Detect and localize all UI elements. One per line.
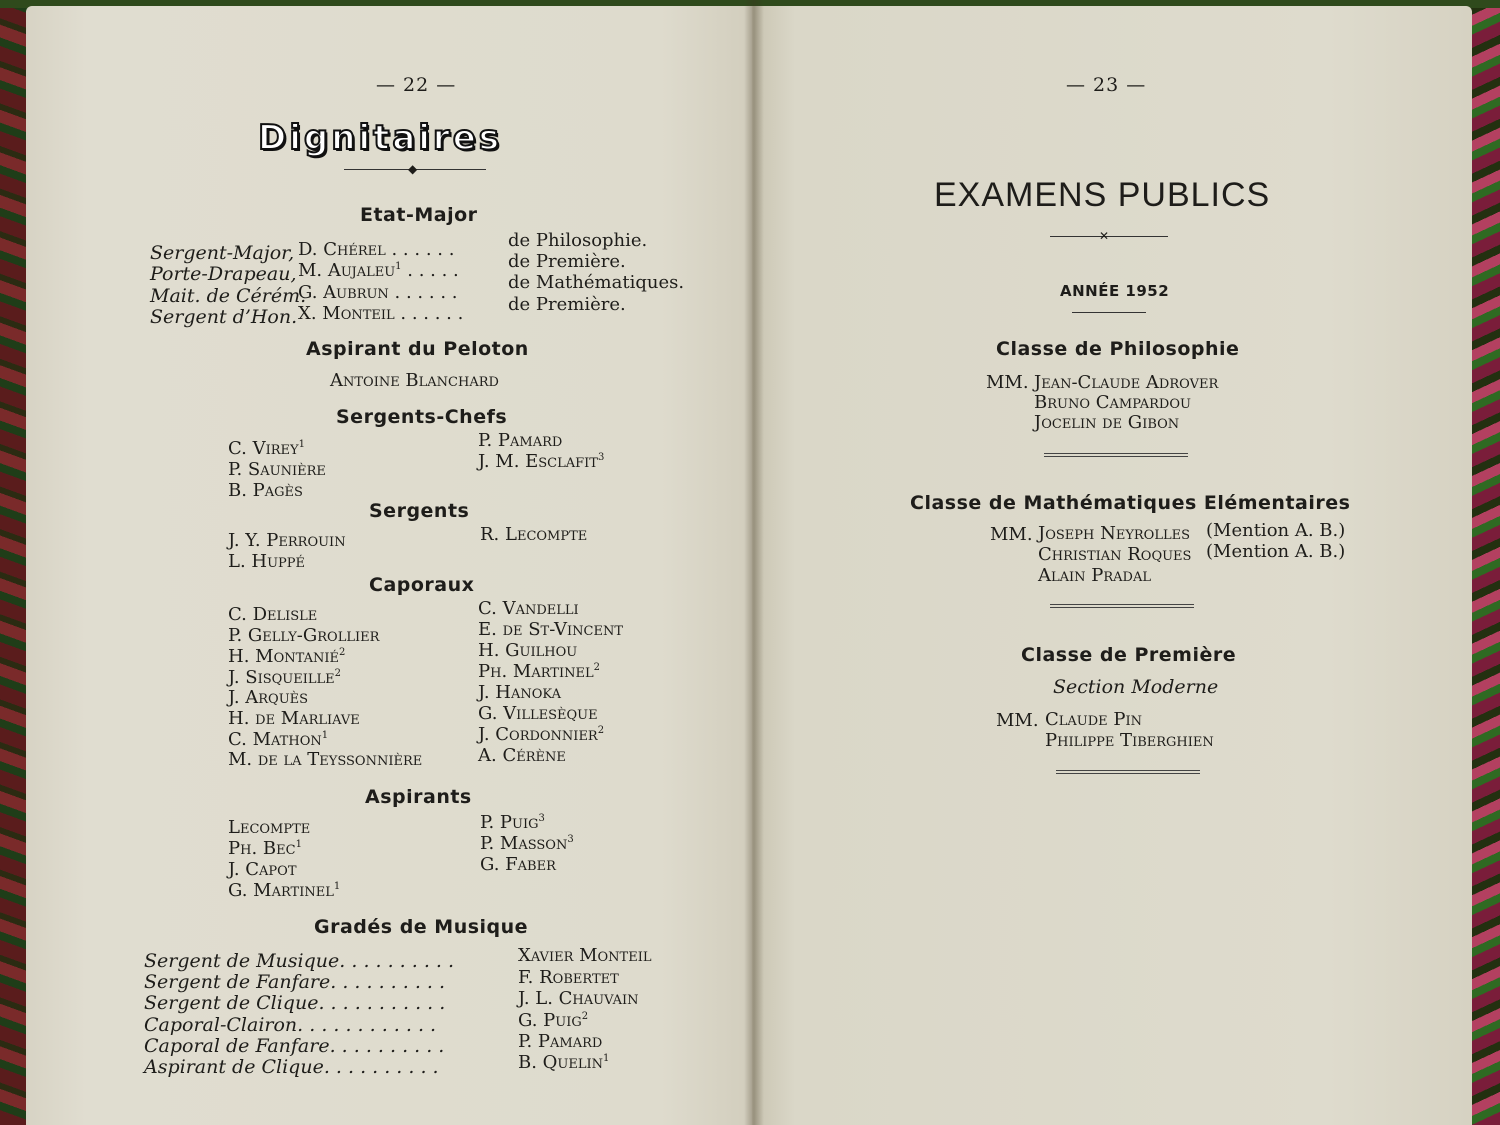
member-name: G. Puig$^2$ xyxy=(518,1010,589,1031)
list-item: C. Mathon$^1$ xyxy=(228,729,329,750)
list-item: G. Villesèque xyxy=(478,703,598,724)
list-item: P. Puig$^3$ xyxy=(480,812,545,833)
list-item: Philippe Tiberghien xyxy=(1045,730,1214,751)
list-item: P. Gelly-Grollier xyxy=(228,625,380,646)
list-item: Claude Pin xyxy=(1045,709,1143,730)
section-divider xyxy=(1044,453,1188,457)
list-item: R. Lecompte xyxy=(480,524,588,545)
left-page xyxy=(26,6,774,1125)
member-name: D. Chérel . . . . . . xyxy=(298,239,455,260)
heading-classe-mathematiques: Classe de Mathématiques Elémentaires xyxy=(910,492,1351,514)
member-name: B. Quelin$^1$ xyxy=(518,1052,610,1073)
role-label: Sergent d’Hon. xyxy=(150,306,298,328)
section-divider xyxy=(1050,604,1194,608)
list-item: L. Huppé xyxy=(228,551,306,572)
member-name: P. Pamard xyxy=(518,1031,603,1052)
year-divider xyxy=(1072,312,1146,313)
list-item: H. de Marliave xyxy=(228,708,360,729)
list-item: B. Pagès xyxy=(228,480,303,501)
list-item: Jean-Claude Adrover xyxy=(1034,372,1219,393)
role-label: Sergent de Fanfare. . . . . . . . . . xyxy=(144,971,446,993)
list-item: Bruno Campardou xyxy=(1034,392,1191,413)
list-item: J. Arquès xyxy=(228,687,309,708)
class-label: de Philosophie. xyxy=(508,230,648,251)
list-item: J. Sisqueille$^2$ xyxy=(228,667,342,688)
heading-aspirant-peloton: Aspirant du Peloton xyxy=(306,338,529,360)
member-name: J. L. Chauvain xyxy=(518,988,639,1009)
member-name: G. Aubrun . . . . . . xyxy=(298,282,458,303)
section-divider xyxy=(1056,770,1200,774)
list-item: Christian Roques xyxy=(1038,544,1192,565)
list-item: H. Guilhou xyxy=(478,640,578,661)
year-label: ANNÉE 1952 xyxy=(1060,282,1170,300)
list-item: Ph. Bec$^1$ xyxy=(228,838,302,859)
right-page xyxy=(752,6,1472,1125)
heading-aspirants: Aspirants xyxy=(365,786,472,808)
mm-prefix: MM. xyxy=(990,524,1033,545)
list-item: C. Virey$^1$ xyxy=(228,438,305,459)
list-item: P. Masson$^3$ xyxy=(480,833,574,854)
role-label: Caporal-Clairon. . . . . . . . . . . . xyxy=(144,1014,437,1036)
list-item: Ph. Martinel$^2$ xyxy=(478,661,600,682)
role-label: Aspirant de Clique. . . . . . . . . . xyxy=(144,1056,439,1078)
role-label: Caporal de Fanfare. . . . . . . . . . xyxy=(144,1035,445,1057)
mm-prefix: MM. xyxy=(996,710,1039,731)
list-item: C. Vandelli xyxy=(478,598,579,619)
book-gutter xyxy=(744,0,764,1125)
divider-ornament-icon: ✕ xyxy=(1099,229,1110,243)
heading-classe-premiere: Classe de Première xyxy=(1021,644,1237,666)
list-item: Jocelin de Gibon xyxy=(1034,412,1180,433)
mention-label: (Mention A. B.) xyxy=(1206,520,1346,541)
mention-label: (Mention A. B.) xyxy=(1206,541,1346,562)
member-name: F. Robertet xyxy=(518,967,619,988)
role-label: Sergent-Major, xyxy=(150,242,295,264)
member-name: Antoine Blanchard xyxy=(330,370,499,391)
class-label: de Mathématiques. xyxy=(508,272,685,293)
class-label: de Première. xyxy=(508,251,626,272)
list-item: J. Hanoka xyxy=(478,682,561,703)
list-item: E. de St-Vincent xyxy=(478,619,623,640)
list-item: J. Capot xyxy=(228,859,297,880)
page-title-examens: EXAMENS PUBLICS xyxy=(934,176,1271,214)
list-item: J. Cordonnier$^2$ xyxy=(478,724,605,745)
heading-etat-major: Etat-Major xyxy=(360,204,478,226)
heading-sergents: Sergents xyxy=(369,500,470,522)
list-item: C. Delisle xyxy=(228,604,318,625)
list-item: Lecompte xyxy=(228,817,311,838)
list-item: P. Pamard xyxy=(478,430,563,451)
role-label: Sergent de Musique. . . . . . . . . . xyxy=(144,950,455,972)
mm-prefix: MM. xyxy=(986,372,1029,393)
heading-sergents-chefs: Sergents-Chefs xyxy=(336,406,508,428)
list-item: J. M. Esclafit$^3$ xyxy=(478,451,605,472)
list-item: P. Saunière xyxy=(228,459,326,480)
role-label: Porte-Drapeau, xyxy=(150,263,297,285)
list-item: M. de la Teyssonnière xyxy=(228,749,423,770)
section-label: Section Moderne xyxy=(1053,676,1219,698)
list-item: J. Y. Perrouin xyxy=(228,530,346,551)
member-name: M. Aujaleu$^1$ . . . . . xyxy=(298,260,459,281)
list-item: Alain Pradal xyxy=(1038,565,1151,586)
heading-classe-philosophie: Classe de Philosophie xyxy=(996,338,1240,360)
list-item: Joseph Neyrolles xyxy=(1038,523,1191,544)
list-item: G. Faber xyxy=(480,854,556,875)
member-name: Xavier Monteil xyxy=(518,945,652,966)
heading-grades-musique: Gradés de Musique xyxy=(314,916,529,938)
list-item: G. Martinel$^1$ xyxy=(228,880,341,901)
page-title-dignitaires: Dignitaires xyxy=(258,118,502,158)
heading-caporaux: Caporaux xyxy=(369,574,475,596)
list-item: H. Montanié$^2$ xyxy=(228,646,346,667)
member-name: X. Monteil . . . . . . xyxy=(298,303,464,324)
list-item: A. Cérène xyxy=(478,745,566,766)
class-label: de Première. xyxy=(508,294,626,315)
role-label: Mait. de Cérém. xyxy=(150,285,307,307)
page-number-left: — 22 — xyxy=(376,74,457,96)
role-label: Sergent de Clique. . . . . . . . . . . xyxy=(144,992,446,1014)
divider-ornament-icon: ◆ xyxy=(408,162,418,176)
page-number-right: — 23 — xyxy=(1066,74,1147,96)
